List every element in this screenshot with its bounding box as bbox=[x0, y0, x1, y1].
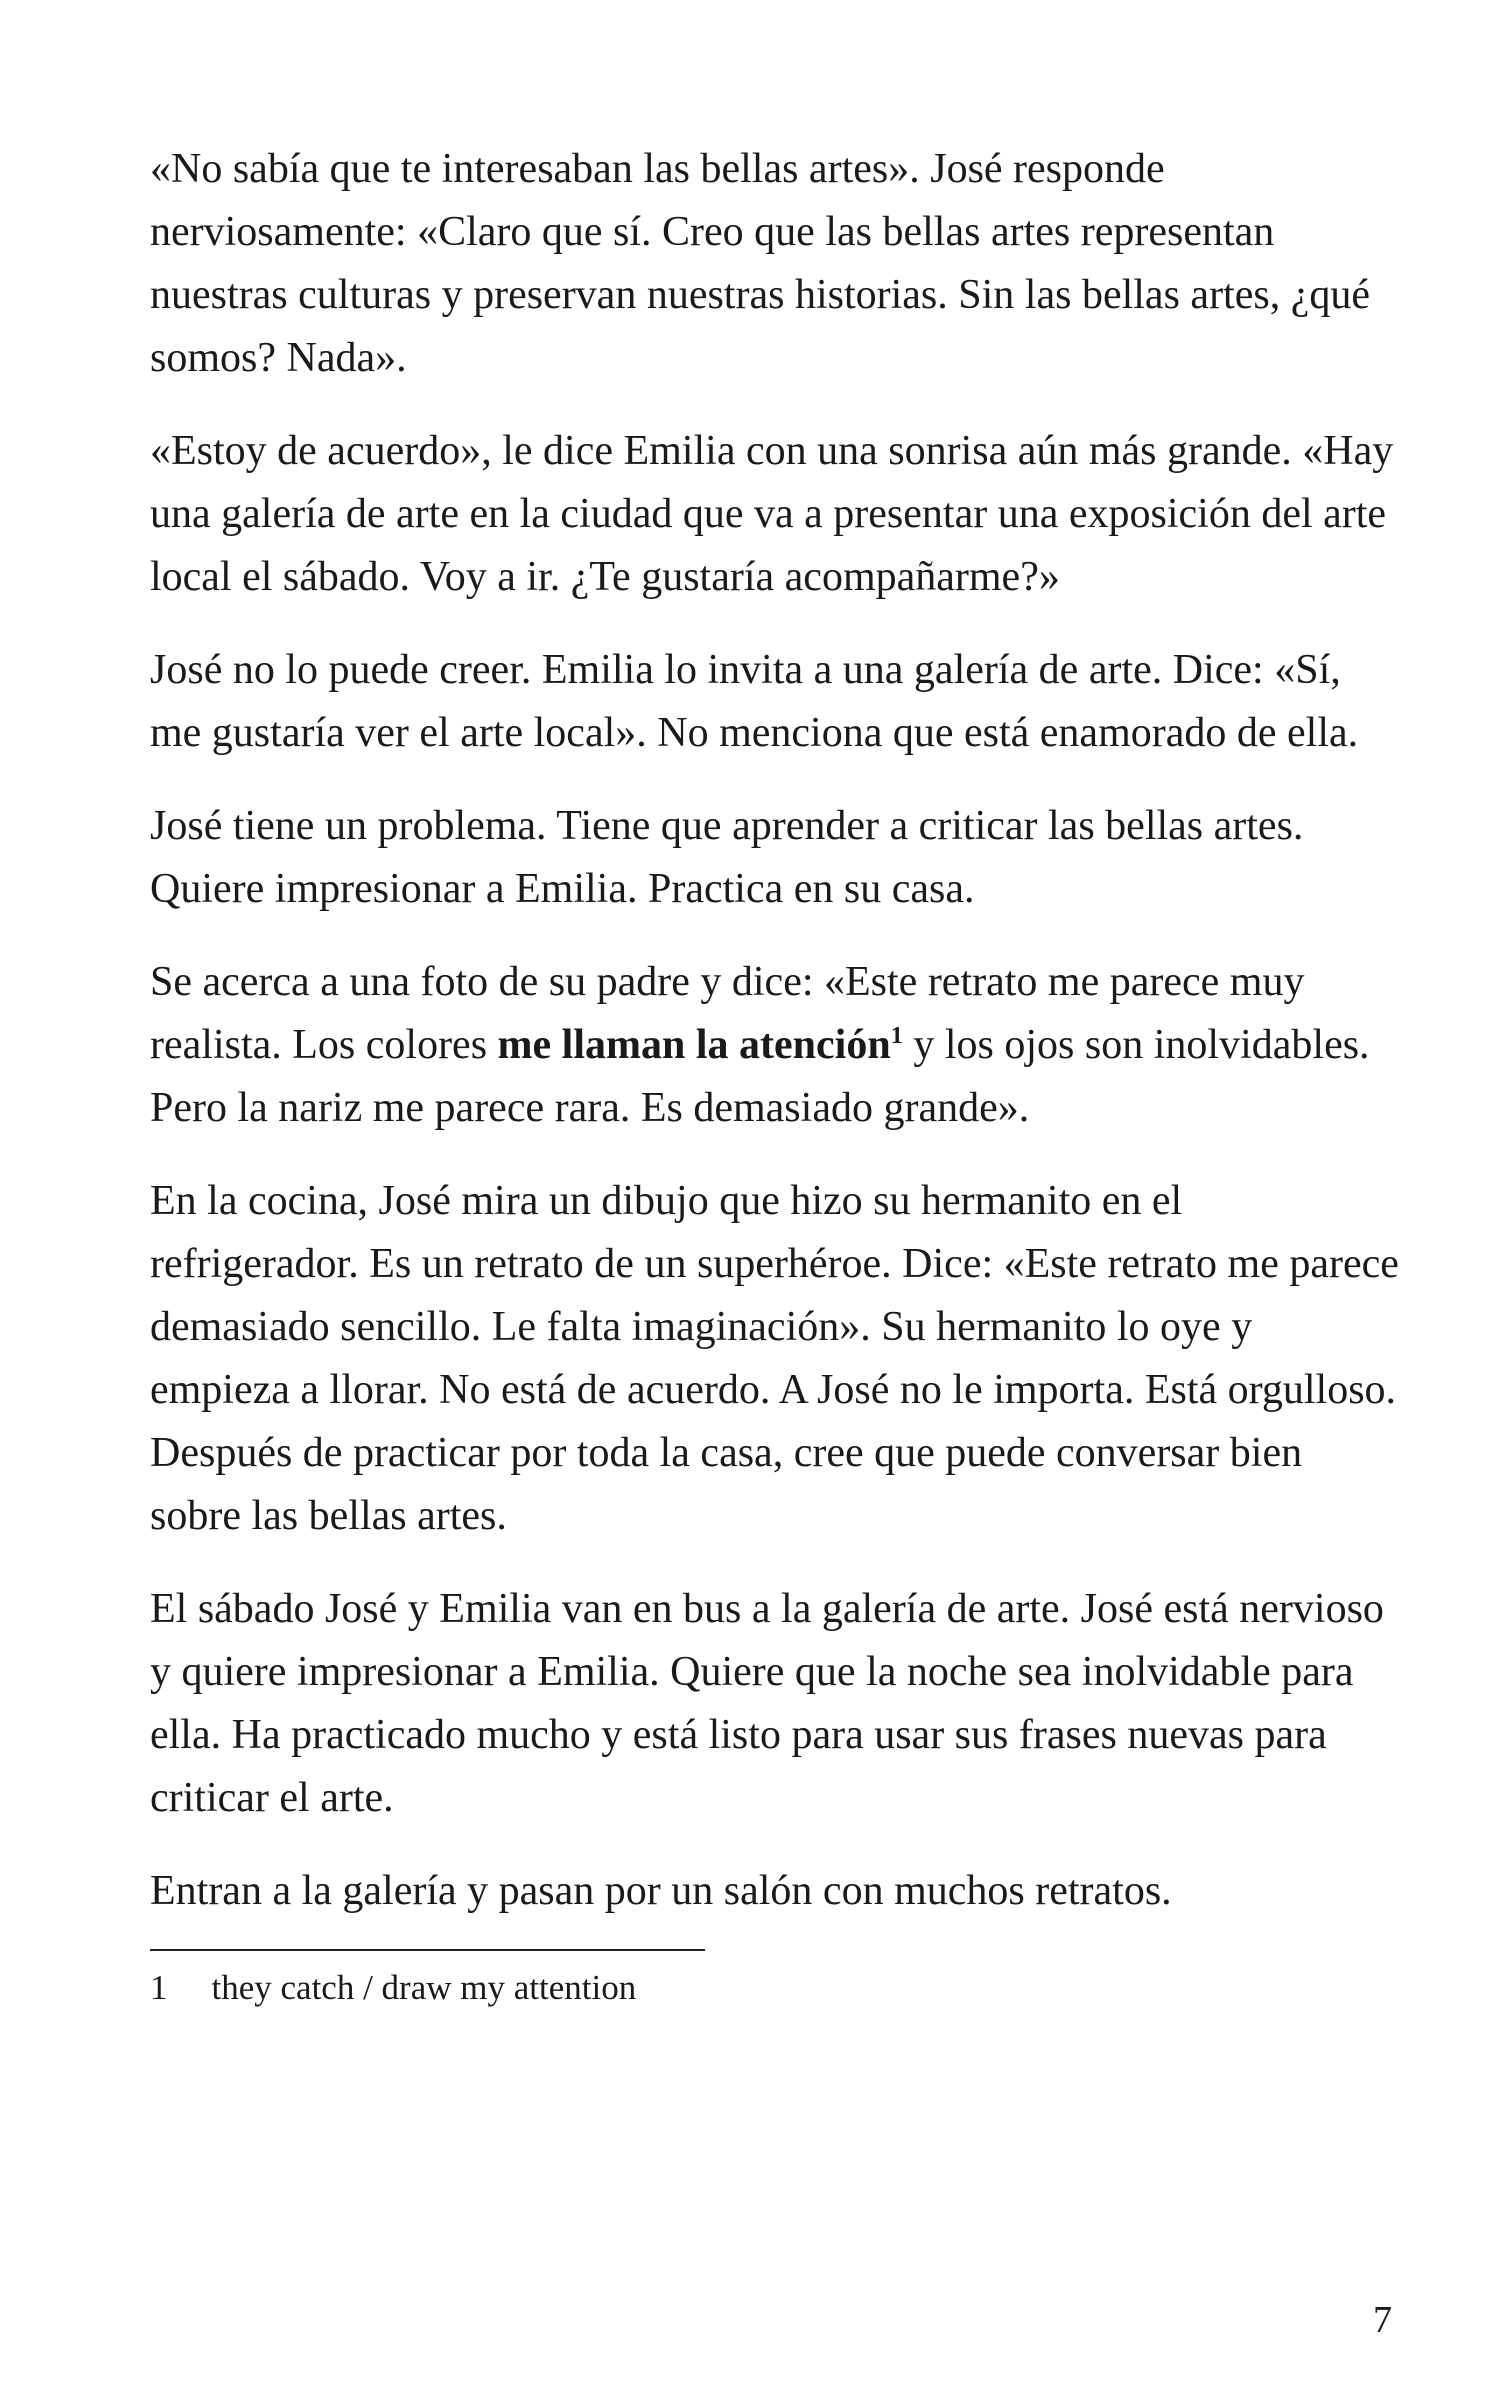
text-run: y los ojos son inolvidables. Pero la nariz me parece rara. Es demasiado grande». bbox=[150, 1022, 1370, 1131]
text-run: Se acerca a una foto de su padre y dice: «Este retrato me parece muy realista. Los colores bbox=[150, 959, 1305, 1068]
footnote bbox=[150, 1965, 1400, 2011]
paragraph-3: José no lo puede creer. Emilia lo invita a una galería de arte. Dice: «Sí, me gustaría ver el arte local». No menciona que está enamorado de ella. bbox=[150, 647, 1359, 756]
paragraph-2: «Estoy de acuerdo», le dice Emilia con una sonrisa aún más grande. «Hay una galería de arte en la ciudad que va a presentar una exposición del arte local el sábado. Voy a ir. ¿Te gustaría acompañarme?» bbox=[150, 428, 1394, 600]
paragraph-4: José tiene un problema. Tiene que aprender a criticar las bellas artes. Quiere impresionar a Emilia. Practica en su casa. bbox=[150, 803, 1304, 912]
bold-phrase: me llaman la atención bbox=[497, 1022, 891, 1068]
footnote-text: they catch / draw my attention bbox=[211, 1968, 637, 2007]
paragraph-1: «No sabía que te interesaban las bellas artes». José responde nerviosamente: «Claro que sí. Creo que las bellas artes representan nuestras culturas y preservan nuestras historias. Sin las bellas artes, ¿qué somos? Nada». bbox=[150, 146, 1370, 381]
page-number: 7 bbox=[1373, 2299, 1392, 2341]
footnote-number: 1 bbox=[150, 1968, 168, 2007]
footnote-ref-marker: 1 bbox=[890, 1022, 903, 1049]
paragraph-5 bbox=[150, 951, 1400, 1140]
paragraph-7: El sábado José y Emilia van en bus a la galería de arte. José está nervioso y quiere impresionar a Emilia. Quiere que la noche sea inolvidable para ella. Ha practicado mucho y está listo para usar sus frases nuevas para criticar el arte. bbox=[150, 1586, 1384, 1821]
footnote-divider bbox=[150, 1949, 705, 1951]
story-text bbox=[150, 138, 1400, 2011]
paragraph-8: Entran a la galería y pasan por un salón con muchos retratos. bbox=[150, 1868, 1172, 1914]
paragraph-6: En la cocina, José mira un dibujo que hizo su hermanito en el refrigerador. Es un retrato de un superhéroe. Dice: «Este retrato me parece demasiado sencillo. Le falta imaginación». Su hermanito lo oye y empieza a llorar. No está de acuerdo. A José no le importa. Está orgulloso. Después de practicar por toda la casa, cree que puede conversar bien sobre las bellas artes. bbox=[150, 1178, 1399, 1539]
